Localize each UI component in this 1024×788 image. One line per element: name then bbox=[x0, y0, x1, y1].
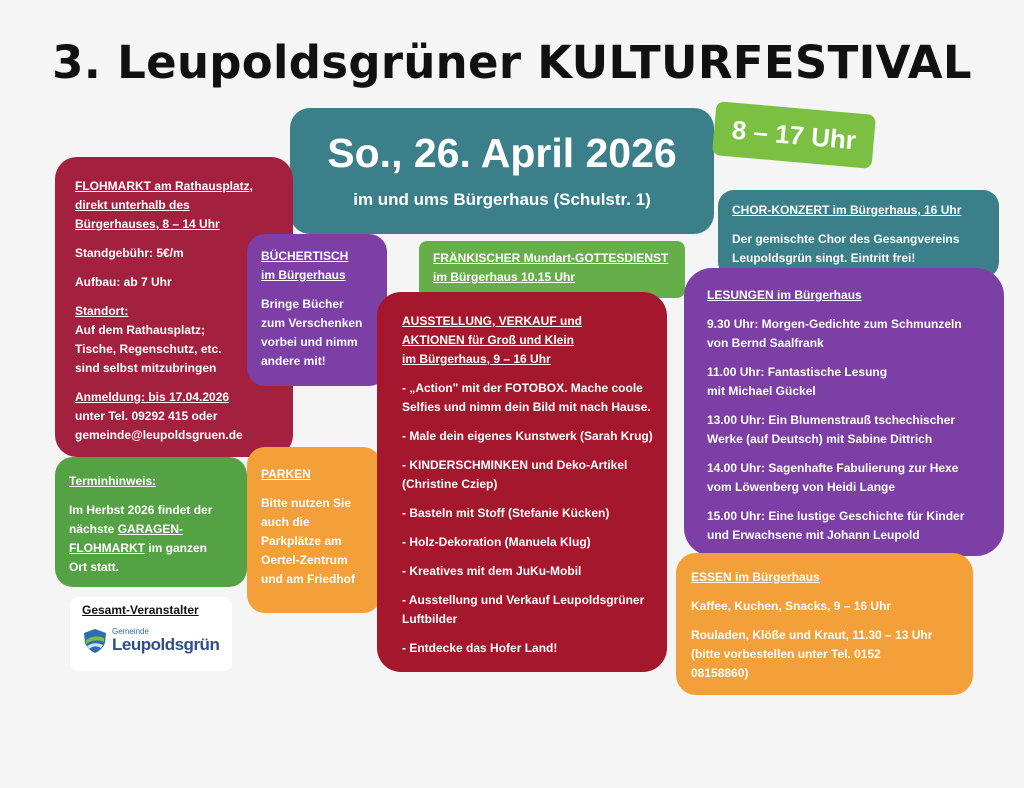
gottesdienst-heading: FRÄNKISCHER Mundart-GOTTESDIENST im Bürgerhaus 10.15 Uhr bbox=[433, 251, 669, 284]
list-item: - KINDERSCHMINKEN und Deko-Artikel (Christine Cziep) bbox=[402, 458, 628, 491]
ausstellung-heading: AUSSTELLUNG, VERKAUF und AKTIONEN für Groß und Klein im Bürgerhaus, 9 – 16 Uhr bbox=[402, 314, 582, 366]
chor-box bbox=[718, 190, 999, 278]
list-item: 15.00 Uhr: Eine lustige Geschichte für Kinder und Erwachsene mit Johann Leupold bbox=[707, 509, 965, 542]
buechertisch-text: Bringe Bücher zum Verschenken vorbei und nimm andere mit! bbox=[261, 297, 363, 368]
list-item: - Male dein eigenes Kunstwerk (Sarah Krug) bbox=[402, 429, 653, 443]
parken-text: Bitte nutzen Sie auch die Parkplätze am Oertel-Zentrum und am Friedhof bbox=[261, 496, 355, 586]
list-item: - „Action" mit der FOTOBOX. Mache coole Selfies und nimm dein Bild mit nach Hause. bbox=[402, 381, 651, 414]
event-date: So., 26. April 2026 bbox=[327, 130, 677, 176]
parken-box bbox=[247, 447, 381, 613]
lesungen-heading: LESUNGEN im Bürgerhaus bbox=[707, 288, 862, 302]
organizer-logo-small: Gemeinde bbox=[112, 627, 149, 636]
flohmarkt-registration-label: Anmeldung: bis 17.04.2026 bbox=[75, 390, 230, 404]
organizer-box bbox=[70, 597, 232, 671]
terminhinweis-box bbox=[55, 457, 247, 587]
lesungen-box bbox=[684, 268, 1004, 556]
list-item: 14.00 Uhr: Sagenhafte Fabulierung zur Hexe vom Löwenberg von Heidi Lange bbox=[707, 461, 959, 494]
essen-snacks: Kaffee, Kuchen, Snacks, 9 – 16 Uhr bbox=[691, 599, 892, 613]
poster-title: 3. Leupoldsgrüner KULTURFESTIVAL bbox=[52, 36, 972, 89]
buechertisch-heading: BÜCHERTISCH im Bürgerhaus bbox=[261, 249, 349, 282]
parken-heading: PARKEN bbox=[261, 467, 311, 481]
list-item: - Entdecke das Hofer Land! bbox=[402, 641, 558, 655]
flohmarkt-location: Auf dem Rathausplatz; Tische, Regenschutz, etc. sind selbst mitzubringen bbox=[75, 323, 222, 375]
flohmarkt-location-label: Standort: bbox=[75, 304, 129, 318]
flohmarkt-setup: Aufbau: ab 7 Uhr bbox=[75, 275, 172, 289]
essen-box bbox=[676, 553, 973, 695]
essen-heading: ESSEN im Bürgerhaus bbox=[691, 570, 820, 584]
terminhinweis-text: Im Herbst 2026 findet der nächste GARAGEN- FLOHMARKT im ganzen Ort statt. bbox=[69, 503, 213, 574]
list-item: 11.00 Uhr: Fantastische Lesung mit Michael Gückel bbox=[707, 365, 888, 398]
buechertisch-box bbox=[247, 234, 387, 386]
list-item: - Ausstellung und Verkauf Leupoldsgrüner Luftbilder bbox=[402, 593, 645, 626]
organizer-logo-big: Leupoldsgrün bbox=[112, 635, 220, 654]
chor-text: Der gemischte Chor des Gesangvereins Leupoldsgrün singt. Eintritt frei! bbox=[732, 232, 960, 265]
event-time-badge: 8 – 17 Uhr bbox=[712, 101, 876, 169]
date-box bbox=[290, 108, 714, 234]
organizer-label: Gesamt-Veranstalter bbox=[82, 603, 199, 617]
organizer-logo bbox=[82, 627, 232, 654]
essen-lunch: Rouladen, Klöße und Kraut, 11.30 – 13 Uhr (bitte vorbestellen unter Tel. 0152 08158860) bbox=[691, 628, 933, 680]
list-item: - Holz-Dekoration (Manuela Klug) bbox=[402, 535, 591, 549]
chor-heading: CHOR-KONZERT im Bürgerhaus, 16 Uhr bbox=[732, 203, 962, 217]
flohmarkt-registration: unter Tel. 09292 415 oder gemeinde@leupoldsgruen.de bbox=[75, 409, 243, 442]
event-venue: im und ums Bürgerhaus (Schulstr. 1) bbox=[353, 190, 651, 209]
flohmarkt-heading: FLOHMARKT am Rathausplatz, direkt unterhalb des Bürgerhauses, 8 – 14 Uhr bbox=[75, 179, 254, 231]
shield-icon bbox=[82, 628, 108, 654]
terminhinweis-heading: Terminhinweis: bbox=[69, 474, 157, 488]
list-item: 13.00 Uhr: Ein Blumenstrauß tschechischer Werke (auf Deutsch) mit Sabine Dittrich bbox=[707, 413, 956, 446]
list-item: 9.30 Uhr: Morgen-Gedichte zum Schmunzeln von Bernd Saalfrank bbox=[707, 317, 962, 350]
list-item: - Kreatives mit dem JuKu-Mobil bbox=[402, 564, 582, 578]
gottesdienst-box bbox=[419, 241, 685, 298]
list-item: - Basteln mit Stoff (Stefanie Kücken) bbox=[402, 506, 610, 520]
ausstellung-box bbox=[377, 292, 667, 672]
flohmarkt-fee: Standgebühr: 5€/m bbox=[75, 246, 184, 260]
